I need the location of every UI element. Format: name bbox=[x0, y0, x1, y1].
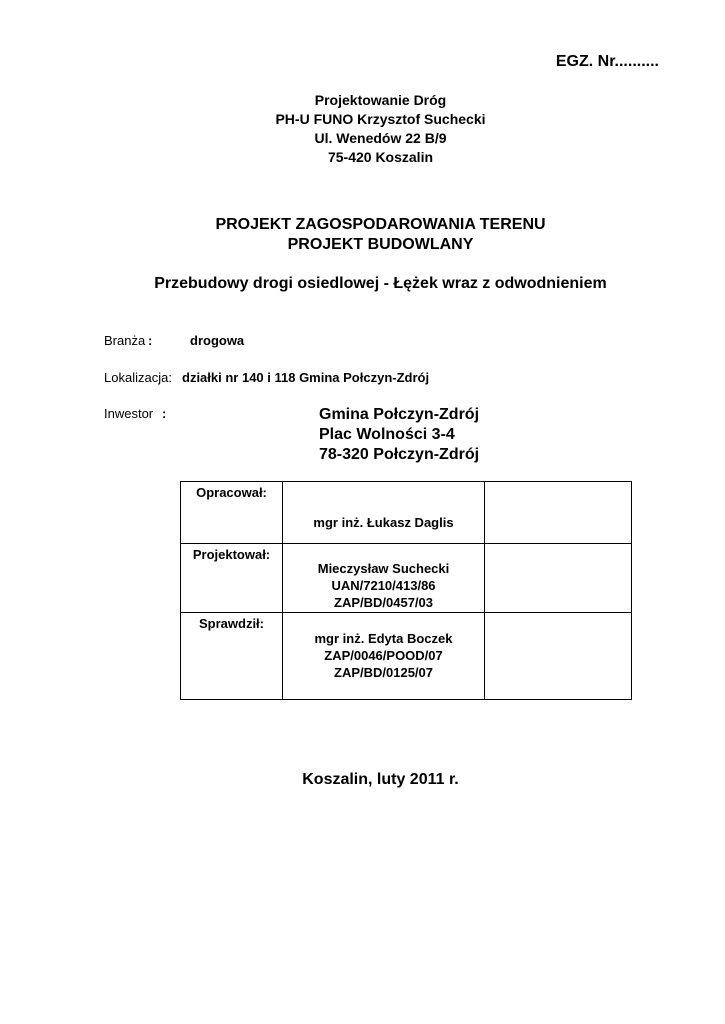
company-block bbox=[18, 91, 725, 167]
person-line: ZAP/BD/0457/03 bbox=[334, 595, 433, 610]
inwestor-line-1: Gmina Połczyn-Zdrój bbox=[319, 406, 480, 423]
person-line: ZAP/BD/0125/07 bbox=[334, 665, 433, 680]
project-title-1: PROJEKT ZAGOSPODAROWANIA TERENU bbox=[215, 216, 546, 233]
person-projektowal bbox=[283, 560, 484, 611]
table-divider bbox=[484, 482, 485, 699]
role-projektowal: Projektował: bbox=[192, 547, 271, 562]
project-title-block bbox=[18, 215, 725, 255]
branza-value: drogowa bbox=[190, 333, 245, 348]
person-line: ZAP/0046/POOD/07 bbox=[324, 648, 443, 663]
place-date: Koszalin, luty 2011 r. bbox=[302, 771, 459, 788]
company-line-2: PH-U FUNO Krzysztof Suchecki bbox=[275, 111, 486, 127]
lokalizacja-label: Lokalizacja: bbox=[104, 370, 172, 385]
branza-label: Branża bbox=[104, 333, 146, 348]
role-opracowal: Opracował: bbox=[196, 485, 267, 500]
person-line bbox=[283, 531, 484, 548]
person-sprawdzil bbox=[283, 630, 484, 681]
table-divider bbox=[181, 612, 631, 613]
person-line: mgr inż. Łukasz Daglis bbox=[313, 515, 454, 530]
lokalizacja-value: działki nr 140 i 118 Gmina Połczyn-Zdrój bbox=[182, 370, 430, 385]
person-line: Mieczysław Suchecki bbox=[317, 561, 450, 576]
person-line: UAN/7210/413/86 bbox=[331, 578, 436, 593]
inwestor-label: Inwestor bbox=[104, 406, 154, 421]
person-line bbox=[283, 497, 484, 514]
inwestor-line-2: Plac Wolności 3-4 bbox=[319, 426, 455, 443]
inwestor-colon: : bbox=[162, 406, 167, 421]
inwestor-line-3: 78-320 Połczyn-Zdrój bbox=[319, 446, 480, 463]
project-title-2: PROJEKT BUDOWLANY bbox=[287, 236, 474, 253]
project-subject: Przebudowy drogi osiedlowej - Łężek wraz z odwodnieniem bbox=[154, 275, 607, 292]
copy-number: EGZ. Nr.......... bbox=[555, 53, 659, 70]
inwestor-block bbox=[319, 405, 479, 465]
role-sprawdzil: Sprawdził: bbox=[198, 616, 264, 631]
person-opracowal bbox=[283, 497, 484, 548]
company-line-4: 75-420 Koszalin bbox=[327, 149, 434, 165]
company-line-3: Ul. Wenedów 22 B/9 bbox=[314, 130, 447, 146]
person-line: mgr inż. Edyta Boczek bbox=[314, 631, 453, 646]
branza-colon: : bbox=[148, 333, 153, 348]
signature-table bbox=[180, 481, 632, 700]
company-line-1: Projektowanie Dróg bbox=[314, 92, 447, 108]
